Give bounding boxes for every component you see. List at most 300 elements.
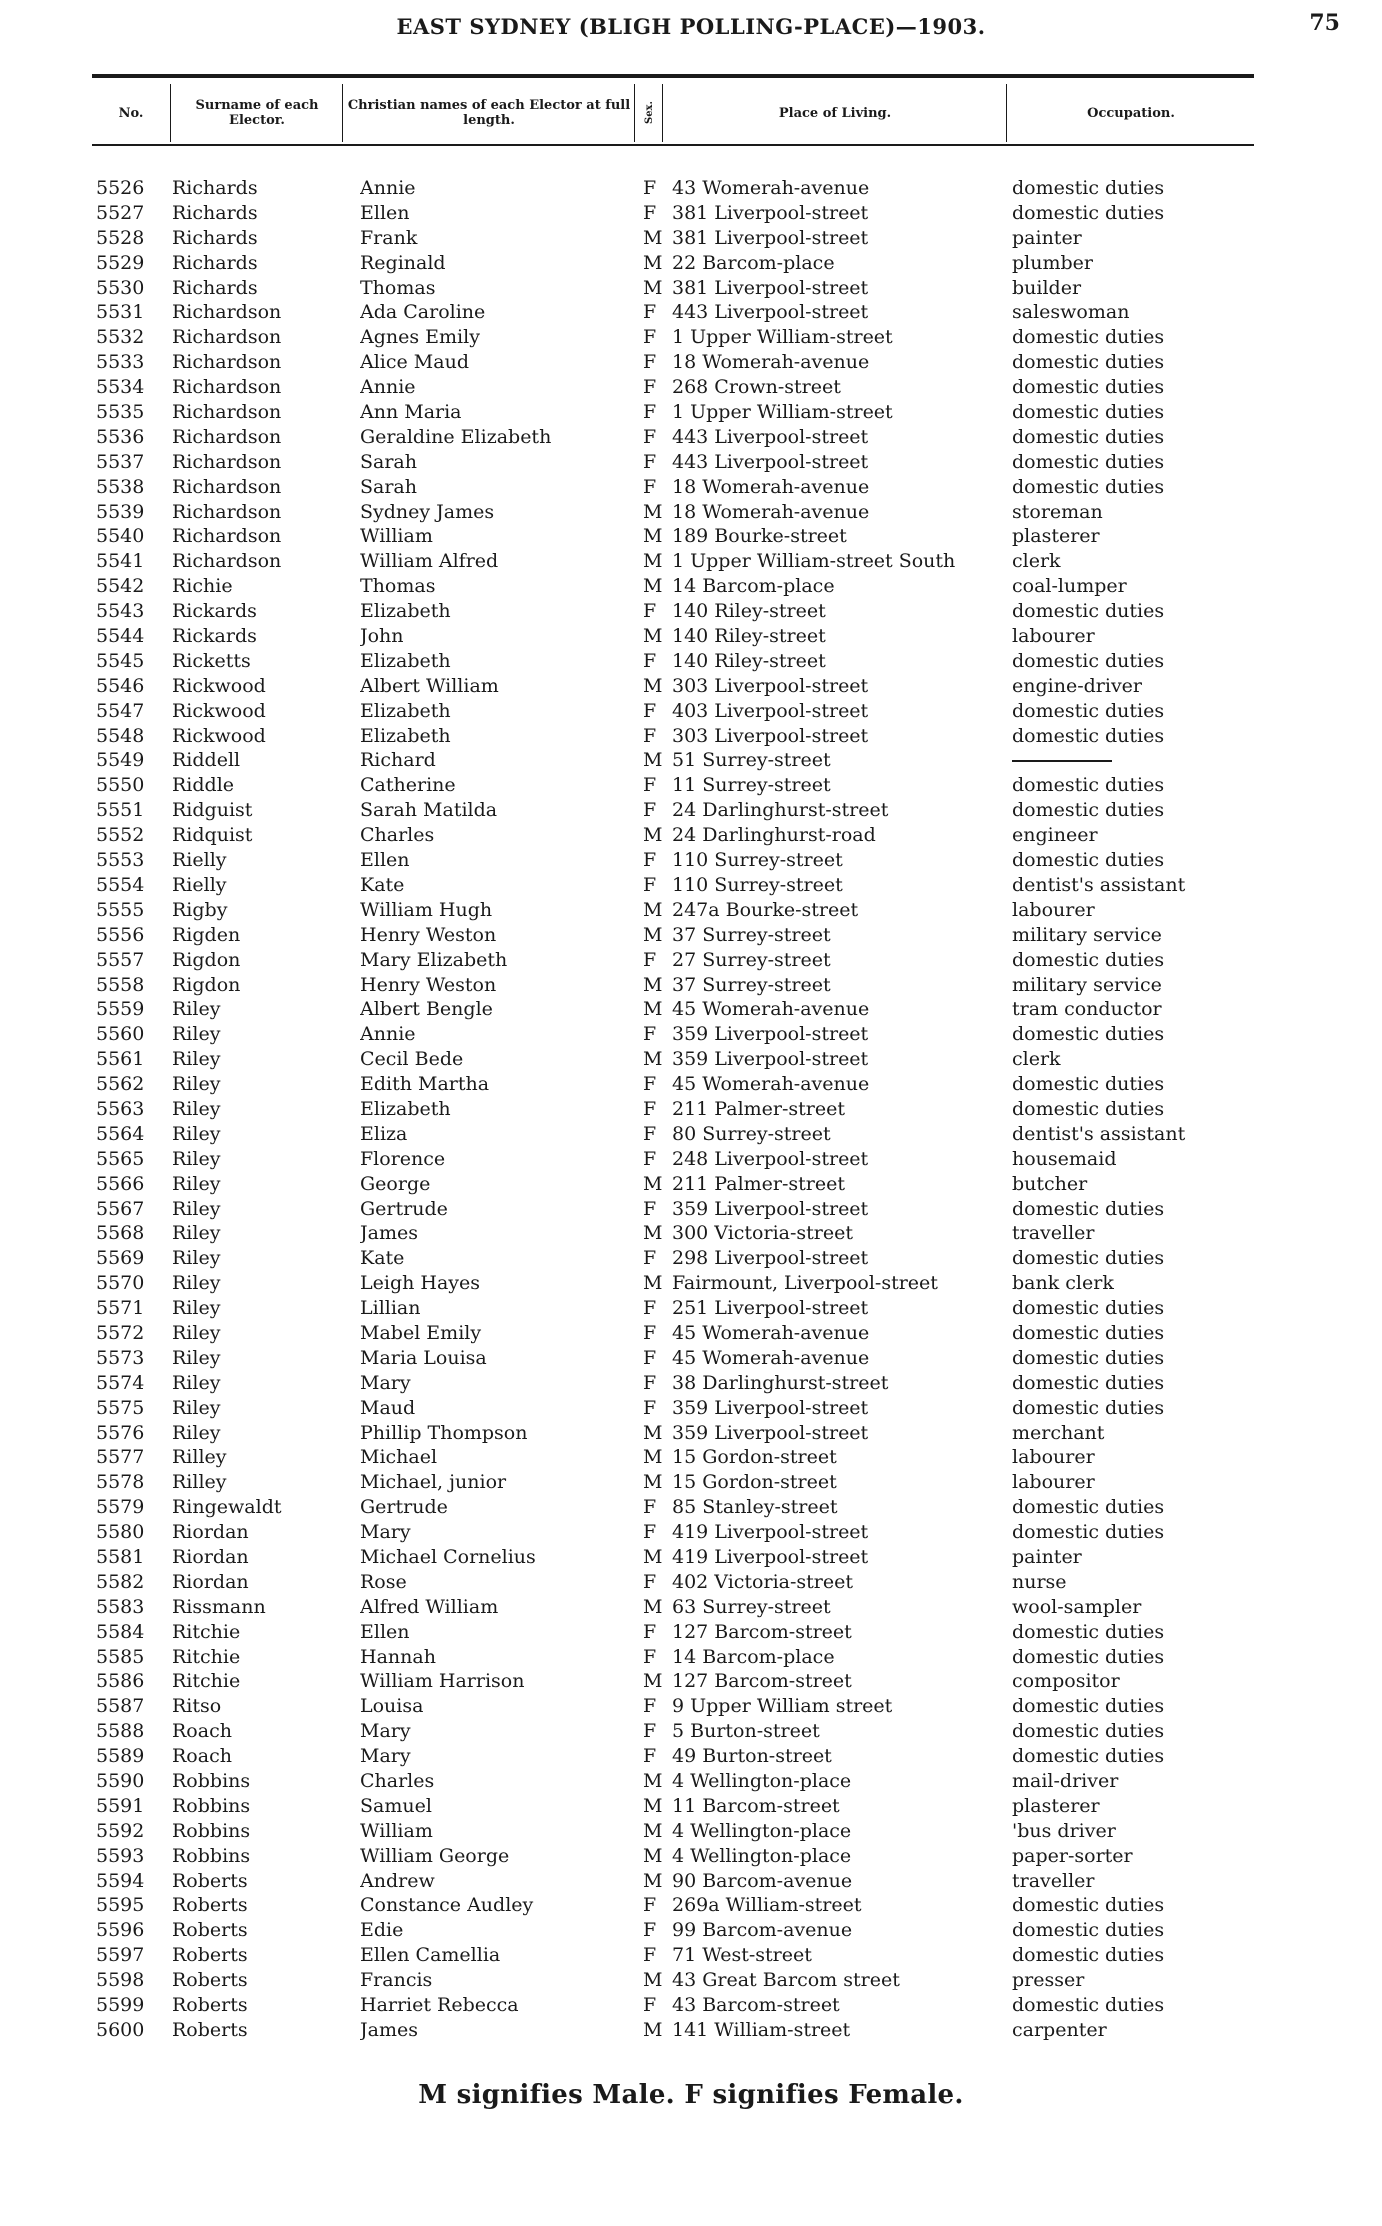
elector-sex: M — [643, 575, 663, 598]
elector-occupation: saleswoman — [1012, 301, 1130, 324]
header-sex — [636, 84, 663, 142]
elector-surname: Richardson — [172, 401, 282, 424]
elector-number: 5586 — [96, 1670, 145, 1693]
elector-number: 5570 — [96, 1272, 145, 1295]
elector-christian-names: Sydney James — [360, 500, 495, 523]
elector-surname: Roberts — [172, 1994, 248, 2017]
table-row — [0, 1470, 1382, 1495]
elector-christian-names: Constance Audley — [360, 1894, 534, 1917]
elector-place-of-living: 14 Barcom-place — [672, 575, 835, 598]
elector-surname: Riordan — [172, 1570, 249, 1593]
elector-place-of-living: 15 Gordon-street — [672, 1446, 837, 1469]
table-row — [0, 524, 1382, 549]
table-row — [0, 300, 1382, 325]
elector-christian-names: Catherine — [360, 774, 456, 797]
elector-place-of-living: 110 Surrey-street — [672, 849, 843, 872]
elector-occupation: builder — [1012, 276, 1082, 299]
elector-number: 5594 — [96, 1869, 145, 1892]
elector-sex: F — [643, 1346, 657, 1369]
table-row — [0, 201, 1382, 226]
elector-occupation: domestic duties — [1012, 1496, 1165, 1519]
elector-number: 5544 — [96, 625, 145, 648]
elector-number: 5537 — [96, 450, 145, 473]
elector-christian-names: Geraldine Elizabeth — [360, 425, 552, 448]
elector-surname: Roberts — [172, 2018, 248, 2041]
table-row — [0, 973, 1382, 998]
elector-place-of-living: 359 Liverpool-street — [672, 1197, 869, 1220]
elector-surname: Rielly — [172, 873, 227, 896]
table-row — [0, 1321, 1382, 1346]
table-row — [0, 848, 1382, 873]
elector-number: 5583 — [96, 1595, 145, 1618]
elector-number: 5539 — [96, 500, 145, 523]
elector-number: 5575 — [96, 1396, 145, 1419]
elector-surname: Roberts — [172, 1894, 248, 1917]
elector-surname: Roach — [172, 1720, 232, 1743]
elector-christian-names: Mary — [360, 1371, 411, 1394]
elector-christian-names: Mary — [360, 1720, 411, 1743]
elector-place-of-living: 211 Palmer-street — [672, 1172, 845, 1195]
elector-christian-names: Albert William — [360, 674, 499, 697]
table-row — [0, 251, 1382, 276]
elector-christian-names: Elizabeth — [360, 600, 451, 623]
elector-occupation: domestic duties — [1012, 948, 1165, 971]
table-row — [0, 724, 1382, 749]
header-occupation: Occupation. — [1087, 105, 1175, 121]
elector-number: 5549 — [96, 749, 145, 772]
elector-christian-names: Edie — [360, 1919, 404, 1942]
elector-number: 5547 — [96, 699, 145, 722]
elector-sex: M — [643, 749, 663, 772]
elector-number: 5579 — [96, 1496, 145, 1519]
elector-occupation: domestic duties — [1012, 1073, 1165, 1096]
elector-surname: Richardson — [172, 301, 282, 324]
blank-occupation-dash — [1012, 760, 1112, 762]
elector-number: 5584 — [96, 1620, 145, 1643]
elector-place-of-living: 63 Surrey-street — [672, 1595, 831, 1618]
elector-occupation: domestic duties — [1012, 1197, 1165, 1220]
elector-place-of-living: 27 Surrey-street — [672, 948, 831, 971]
elector-place-of-living: 45 Womerah-avenue — [672, 998, 870, 1021]
elector-occupation: storeman — [1012, 500, 1103, 523]
elector-surname: Richardson — [172, 475, 282, 498]
elector-sex: F — [643, 1097, 657, 1120]
elector-sex: F — [643, 799, 657, 822]
elector-occupation: mail-driver — [1012, 1770, 1119, 1792]
elector-surname: Richardson — [172, 425, 282, 448]
elector-place-of-living: 269a William-street — [672, 1894, 862, 1917]
elector-number: 5592 — [96, 1819, 145, 1842]
table-row — [0, 176, 1382, 201]
elector-sex: F — [643, 1396, 657, 1419]
elector-occupation: presser — [1012, 1969, 1085, 1992]
elector-place-of-living: 14 Barcom-place — [672, 1645, 835, 1668]
elector-sex: F — [643, 873, 657, 896]
elector-christian-names: Thomas — [360, 575, 436, 598]
elector-surname: Rilley — [172, 1446, 227, 1469]
elector-sex: F — [643, 450, 657, 473]
elector-place-of-living: 443 Liverpool-street — [672, 301, 869, 324]
elector-number: 5541 — [96, 550, 145, 573]
elector-surname: Richards — [172, 177, 258, 199]
elector-christian-names: Richard — [360, 749, 436, 772]
elector-occupation: paper-sorter — [1012, 1844, 1133, 1867]
elector-number: 5566 — [96, 1172, 145, 1195]
elector-number: 5591 — [96, 1794, 145, 1817]
elector-surname: Ringewaldt — [172, 1496, 282, 1519]
column-header-row — [92, 84, 1254, 142]
elector-sex: F — [643, 177, 657, 199]
elector-surname: Ricketts — [172, 649, 251, 672]
elector-place-of-living: 189 Bourke-street — [672, 525, 847, 548]
table-row — [0, 1495, 1382, 1520]
elector-christian-names: Edith Martha — [360, 1073, 490, 1096]
table-row — [0, 599, 1382, 624]
elector-number: 5556 — [96, 923, 145, 946]
elector-occupation: compositor — [1012, 1670, 1120, 1693]
table-row — [0, 823, 1382, 848]
elector-christian-names: Frank — [360, 226, 418, 249]
table-row — [0, 549, 1382, 574]
elector-occupation: painter — [1012, 226, 1082, 249]
elector-occupation: clerk — [1012, 1048, 1061, 1071]
elector-christian-names: Florence — [360, 1147, 446, 1170]
elector-surname: Riley — [172, 1097, 221, 1120]
elector-occupation: traveller — [1012, 1869, 1095, 1892]
elector-occupation: domestic duties — [1012, 849, 1165, 872]
elector-surname: Rigby — [172, 898, 228, 921]
table-row — [0, 1246, 1382, 1271]
table-row — [0, 1694, 1382, 1719]
elector-occupation: domestic duties — [1012, 351, 1165, 374]
elector-sex: F — [643, 1994, 657, 2017]
elector-surname: Roberts — [172, 1944, 248, 1967]
elector-place-of-living: 4 Wellington-place — [672, 1819, 852, 1842]
elector-sex: M — [643, 1446, 663, 1469]
elector-surname: Robbins — [172, 1819, 251, 1842]
elector-sex: F — [643, 1371, 657, 1394]
elector-occupation: domestic duties — [1012, 1720, 1165, 1743]
table-row — [0, 1072, 1382, 1097]
elector-sex: F — [643, 699, 657, 722]
elector-place-of-living: 18 Womerah-avenue — [672, 500, 870, 523]
header-no: No. — [92, 84, 171, 142]
table-row — [0, 574, 1382, 599]
table-row — [0, 1122, 1382, 1147]
elector-number: 5560 — [96, 1023, 145, 1046]
elector-occupation — [1012, 748, 1352, 773]
table-row — [0, 1296, 1382, 1321]
elector-christian-names: Reginald — [360, 251, 446, 274]
elector-number: 5572 — [96, 1321, 145, 1344]
elector-number: 5565 — [96, 1147, 145, 1170]
elector-number: 5552 — [96, 824, 145, 847]
elector-sex: M — [643, 1222, 663, 1245]
elector-place-of-living: 300 Victoria-street — [672, 1222, 853, 1245]
elector-surname: Riley — [172, 1346, 221, 1369]
elector-occupation: domestic duties — [1012, 201, 1165, 224]
elector-number: 5557 — [96, 948, 145, 971]
elector-christian-names: Rose — [360, 1570, 407, 1593]
elector-christian-names: Lillian — [360, 1297, 421, 1320]
elector-sex: M — [643, 625, 663, 648]
elector-place-of-living: 298 Liverpool-street — [672, 1247, 869, 1270]
elector-place-of-living: 85 Stanley-street — [672, 1496, 838, 1519]
elector-number: 5533 — [96, 351, 145, 374]
elector-number: 5578 — [96, 1471, 145, 1494]
elector-surname: Ridquist — [172, 824, 253, 847]
elector-sex: F — [643, 351, 657, 374]
table-row — [0, 276, 1382, 301]
elector-number: 5542 — [96, 575, 145, 598]
elector-number: 5596 — [96, 1919, 145, 1942]
elector-surname: Richardson — [172, 376, 282, 399]
table-row — [0, 325, 1382, 350]
elector-surname: Robbins — [172, 1844, 251, 1867]
table-row — [0, 350, 1382, 375]
elector-sex: M — [643, 1969, 663, 1992]
elector-surname: Riddell — [172, 749, 241, 772]
elector-sex: M — [643, 1272, 663, 1295]
table-row — [0, 1520, 1382, 1545]
elector-occupation: domestic duties — [1012, 1346, 1165, 1369]
elector-surname: Ridguist — [172, 799, 253, 822]
elector-christian-names: Ellen — [360, 1620, 410, 1643]
elector-occupation: domestic duties — [1012, 475, 1165, 498]
elector-place-of-living: 248 Liverpool-street — [672, 1147, 869, 1170]
elector-sex: M — [643, 1172, 663, 1195]
elector-christian-names: James — [360, 1222, 418, 1245]
elector-occupation: plasterer — [1012, 525, 1100, 548]
elector-occupation: domestic duties — [1012, 326, 1165, 349]
table-row — [0, 1993, 1382, 2018]
elector-christian-names: Elizabeth — [360, 1097, 451, 1120]
elector-place-of-living: 80 Surrey-street — [672, 1122, 831, 1145]
elector-place-of-living: 141 William-street — [672, 2018, 851, 2041]
elector-surname: Rielly — [172, 849, 227, 872]
elector-number: 5534 — [96, 376, 145, 399]
elector-place-of-living: 419 Liverpool-street — [672, 1521, 869, 1544]
elector-sex: F — [643, 376, 657, 399]
elector-number: 5598 — [96, 1969, 145, 1992]
elector-christian-names: William Alfred — [360, 550, 499, 573]
table-row — [0, 475, 1382, 500]
elector-place-of-living: 110 Surrey-street — [672, 873, 843, 896]
elector-surname: Richards — [172, 276, 258, 299]
table-row — [0, 649, 1382, 674]
header-place-of-living: Place of Living. — [664, 84, 1007, 142]
table-row — [0, 1943, 1382, 1968]
table-row — [0, 1744, 1382, 1769]
elector-occupation: domestic duties — [1012, 1894, 1165, 1917]
elector-place-of-living: 127 Barcom-street — [672, 1670, 852, 1693]
elector-occupation: domestic duties — [1012, 450, 1165, 473]
elector-place-of-living: 9 Upper William street — [672, 1695, 893, 1718]
elector-occupation: domestic duties — [1012, 401, 1165, 424]
elector-surname: Riordan — [172, 1521, 249, 1544]
elector-surname: Riley — [172, 1272, 221, 1295]
elector-place-of-living: 381 Liverpool-street — [672, 226, 869, 249]
elector-sex: M — [643, 226, 663, 249]
page-title: EAST SYDNEY (BLIGH POLLING-PLACE)—1903. — [396, 14, 986, 39]
elector-place-of-living: 71 West-street — [672, 1944, 812, 1967]
elector-christian-names: Charles — [360, 1770, 435, 1792]
elector-sex: M — [643, 923, 663, 946]
elector-christian-names: Albert Bengle — [360, 998, 493, 1021]
elector-place-of-living: 18 Womerah-avenue — [672, 351, 870, 374]
elector-place-of-living: 4 Wellington-place — [672, 1770, 852, 1792]
elector-number: 5540 — [96, 525, 145, 548]
table-row — [0, 1719, 1382, 1744]
header-sex-label: Sex. — [643, 101, 655, 125]
table-row — [0, 1147, 1382, 1172]
elector-christian-names: Harriet Rebecca — [360, 1994, 519, 2017]
elector-place-of-living: 45 Womerah-avenue — [672, 1346, 870, 1369]
elector-occupation: domestic duties — [1012, 1396, 1165, 1419]
elector-number: 5589 — [96, 1745, 145, 1768]
elector-surname: Rissmann — [172, 1595, 266, 1618]
header-surname: Surname of each Elector. — [172, 84, 343, 142]
elector-number: 5536 — [96, 425, 145, 448]
elector-sex: M — [643, 1471, 663, 1494]
elector-place-of-living: 24 Darlinghurst-road — [672, 824, 876, 847]
elector-occupation: domestic duties — [1012, 425, 1165, 448]
elector-occupation: domestic duties — [1012, 600, 1165, 623]
elector-number: 5568 — [96, 1222, 145, 1245]
elector-christian-names: James — [360, 2018, 418, 2041]
elector-number: 5528 — [96, 226, 145, 249]
elector-surname: Richardson — [172, 351, 282, 374]
elector-number: 5530 — [96, 276, 145, 299]
table-row — [0, 1421, 1382, 1446]
table-row — [0, 1968, 1382, 1993]
elector-sex: F — [643, 1720, 657, 1743]
elector-place-of-living: 419 Liverpool-street — [672, 1545, 869, 1568]
elector-occupation: domestic duties — [1012, 724, 1165, 747]
elector-number: 5562 — [96, 1073, 145, 1096]
elector-place-of-living: 22 Barcom-place — [672, 251, 835, 274]
elector-surname: Riley — [172, 1421, 221, 1444]
elector-christian-names: Louisa — [360, 1695, 424, 1718]
elector-place-of-living: 15 Gordon-street — [672, 1471, 837, 1494]
table-row — [0, 1221, 1382, 1246]
elector-surname: Riordan — [172, 1545, 249, 1568]
elector-surname: Robbins — [172, 1770, 251, 1792]
table-row — [0, 1371, 1382, 1396]
elector-occupation: engine-driver — [1012, 674, 1143, 697]
elector-sex: M — [643, 1844, 663, 1867]
elector-christian-names: Mabel Emily — [360, 1321, 482, 1344]
elector-number: 5569 — [96, 1247, 145, 1270]
elector-occupation: domestic duties — [1012, 1023, 1165, 1046]
table-row — [0, 1545, 1382, 1570]
elector-occupation: domestic duties — [1012, 1097, 1165, 1120]
elector-sex: M — [643, 973, 663, 996]
elector-number: 5577 — [96, 1446, 145, 1469]
elector-christian-names: Mary — [360, 1521, 411, 1544]
elector-number: 5599 — [96, 1994, 145, 2017]
elector-surname: Rigdon — [172, 973, 241, 996]
elector-occupation: domestic duties — [1012, 774, 1165, 797]
table-row — [0, 1620, 1382, 1645]
elector-number: 5555 — [96, 898, 145, 921]
elector-surname: Richardson — [172, 550, 282, 573]
elector-christian-names: Maria Louisa — [360, 1346, 487, 1369]
elector-surname: Richardson — [172, 450, 282, 473]
elector-sex: F — [643, 1570, 657, 1593]
elector-number: 5532 — [96, 326, 145, 349]
table-row — [0, 898, 1382, 923]
elector-place-of-living: 140 Riley-street — [672, 649, 826, 672]
table-row — [0, 948, 1382, 973]
elector-number: 5529 — [96, 251, 145, 274]
elector-sex: M — [643, 525, 663, 548]
table-row — [0, 1396, 1382, 1421]
elector-number: 5567 — [96, 1197, 145, 1220]
elector-christian-names: Agnes Emily — [360, 326, 480, 349]
elector-place-of-living: 49 Burton-street — [672, 1745, 832, 1768]
elector-sex: M — [643, 998, 663, 1021]
table-row — [0, 798, 1382, 823]
table-row — [0, 997, 1382, 1022]
elector-surname: Richie — [172, 575, 233, 598]
elector-place-of-living: 11 Surrey-street — [672, 774, 831, 797]
elector-surname: Riley — [172, 1172, 221, 1195]
elector-surname: Riddle — [172, 774, 235, 797]
elector-christian-names: Elizabeth — [360, 699, 451, 722]
elector-christian-names: Alice Maud — [360, 351, 469, 374]
elector-occupation: domestic duties — [1012, 1297, 1165, 1320]
elector-occupation: plasterer — [1012, 1794, 1100, 1817]
elector-number: 5554 — [96, 873, 145, 896]
elector-number: 5593 — [96, 1844, 145, 1867]
elector-christian-names: Cecil Bede — [360, 1048, 464, 1071]
elector-number: 5531 — [96, 301, 145, 324]
elector-place-of-living: Fairmount, Liverpool-street — [672, 1272, 938, 1295]
elector-christian-names: Annie — [360, 177, 416, 199]
elector-occupation: wool-sampler — [1012, 1595, 1142, 1618]
elector-surname: Robbins — [172, 1794, 251, 1817]
elector-number: 5600 — [96, 2018, 145, 2041]
elector-number: 5576 — [96, 1421, 145, 1444]
elector-place-of-living: 18 Womerah-avenue — [672, 475, 870, 498]
elector-christian-names: Henry Weston — [360, 923, 497, 946]
elector-sex: M — [643, 1545, 663, 1568]
elector-number: 5581 — [96, 1545, 145, 1568]
elector-place-of-living: 303 Liverpool-street — [672, 674, 869, 697]
elector-place-of-living: 37 Surrey-street — [672, 923, 831, 946]
elector-place-of-living: 140 Riley-street — [672, 625, 826, 648]
elector-christian-names: Ada Caroline — [360, 301, 486, 324]
table-row — [0, 226, 1382, 251]
table-row — [0, 1819, 1382, 1844]
elector-surname: Riley — [172, 1073, 221, 1096]
elector-place-of-living: 43 Barcom-street — [672, 1994, 840, 2017]
elector-occupation: labourer — [1012, 1471, 1095, 1494]
table-row — [0, 699, 1382, 724]
elector-sex: F — [643, 401, 657, 424]
elector-place-of-living: 4 Wellington-place — [672, 1844, 852, 1867]
table-row — [0, 1445, 1382, 1470]
elector-place-of-living: 11 Barcom-street — [672, 1794, 840, 1817]
elector-number: 5553 — [96, 849, 145, 872]
elector-sex: M — [643, 1770, 663, 1792]
elector-number: 5546 — [96, 674, 145, 697]
elector-occupation: dentist's assistant — [1012, 873, 1186, 896]
elector-christian-names: Mary Elizabeth — [360, 948, 508, 971]
elector-number: 5559 — [96, 998, 145, 1021]
elector-place-of-living: 443 Liverpool-street — [672, 450, 869, 473]
